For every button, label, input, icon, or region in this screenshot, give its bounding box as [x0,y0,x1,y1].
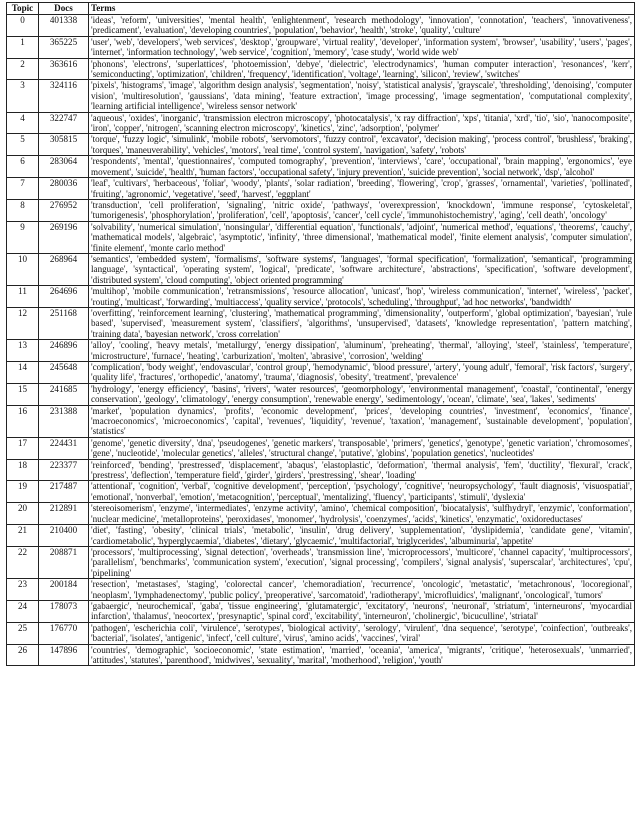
terms-cell: 'alloy', 'cooling', 'heavy metals', 'metallurgy', 'energy dissipation', 'aluminum', 'preheating', 'thermal', 'alloying', 'steel', 'stainless', 'temperature', 'microstructure', 'furnace', 'heating', 'carburization', 'molten', 'abrasive', 'corrosion', 'welding' [89,340,635,362]
docs-cell: 212891 [39,503,89,525]
terms-cell: 'market', 'population dynamics', 'profits', 'economic development', 'prices', 'developing countries', 'investment', 'economics', 'finance', 'macroeconomics', 'microeconomics', 'capital', 'revenues', 'liquidity', 'revenue', 'taxation', 'management', 'sustainable development', 'population', 'statistics' [89,405,635,437]
docs-cell: 200184 [39,579,89,601]
table-row [7,199,635,221]
header-terms: Terms [89,3,635,15]
table-row [7,525,635,547]
table-row [7,600,635,622]
topic-cell: 13 [7,340,39,362]
docs-cell: 324116 [39,80,89,112]
header-topic: Topic [7,3,39,15]
topic-cell: 26 [7,644,39,666]
topic-cell: 11 [7,286,39,308]
docs-cell: 245648 [39,362,89,384]
table-row [7,405,635,437]
docs-cell: 224431 [39,437,89,459]
docs-cell: 217487 [39,481,89,503]
topic-cell: 4 [7,112,39,134]
terms-cell: 'pixels', 'histograms', 'image', 'algorithm design analysis', 'segmentation', 'noisy', 'statistical analysis', 'grayscale', 'thresholding', 'denoising', 'computer vision', 'multiresolution', 'gaussians', 'data mining', 'feature extraction', 'image processing', 'image segmentation', 'computational complexity', 'learning artificial intelligence', 'wireless sensor network' [89,80,635,112]
docs-cell: 223377 [39,459,89,481]
docs-cell: 305815 [39,134,89,156]
table-row [7,340,635,362]
docs-cell: 269196 [39,221,89,253]
table-row [7,36,635,58]
topic-cell: 22 [7,546,39,578]
topic-cell: 15 [7,383,39,405]
table-row [7,546,635,578]
topic-cell: 23 [7,579,39,601]
topic-cell: 0 [7,15,39,37]
terms-cell: 'complication', 'body weight', 'endovascular', 'control group', 'hemodynamic', 'blood pressure', 'artery', 'young adult', 'femoral', 'risk factors', 'surgery', 'quality life', 'fractures', 'orthopedic', 'anatomy', 'trauma', 'diagnosis', 'obesity', 'treatment', 'prevalence' [89,362,635,384]
topic-cell: 19 [7,481,39,503]
topic-cell: 18 [7,459,39,481]
table-header-row [7,3,635,15]
terms-cell: 'transduction', 'cell proliferation', 'signaling', 'nitric oxide', 'pathways', 'overexpression', 'knockdown', 'immune response', 'cytoskeletal', 'tumorigenesis', 'phosphorylation', 'proliferation', 'cell', 'apoptosis', 'cancer', 'cell cycle', 'immunohistochemistry', 'aging', 'cell death', 'oncology' [89,199,635,221]
docs-cell: 276952 [39,199,89,221]
terms-cell: 'ideas', 'reform', 'universities', 'mental health', 'enlightenment', 'research methodology', 'innovation', 'connotation', 'teachers', 'innovativeness', 'predicament', 'evaluation', 'developing countries', 'population', 'behavior', 'health', 'stroke', 'quality', 'culture' [89,15,635,37]
terms-cell: 'processors', 'multiprocessing', 'signal detection', 'overheads', 'transmission line', 'microprocessors', 'multicore', 'channel capacity', 'multiprocessors', 'parallelism', 'benchmarks', 'communication system', 'execution', 'signal processing', 'compilers', 'signal analysis', 'superscalar', 'architectures', 'cpu', 'pipelining' [89,546,635,578]
table-row [7,286,635,308]
topic-cell: 1 [7,36,39,58]
terms-cell: 'reinforced', 'bending', 'prestressed', 'displacement', 'abaqus', 'elastoplastic', 'deformation', 'thermal analysis', 'fem', 'ductility', 'flexural', 'crack', 'prestress', 'deflection', 'temperature field', 'girder', 'girders', 'prestressing', 'shear', 'loading' [89,459,635,481]
table-row [7,134,635,156]
terms-cell: 'resection', 'metastases', 'staging', 'colorectal cancer', 'chemoradiation', 'recurrence', 'oncologic', 'metastatic', 'metachronous', 'locoregional', 'neoplasm', 'lymphadenectomy', 'public policy', 'preoperative', 'sarcomatoid', 'radiotherapy', 'microfluidics', 'malignant', 'oncological', 'tumors' [89,579,635,601]
topic-cell: 9 [7,221,39,253]
table-row [7,481,635,503]
docs-cell: 363616 [39,58,89,80]
table-row [7,15,635,37]
terms-cell: 'user', 'web', 'developers', 'web services', 'desktop', 'groupware', 'virtual reality', 'developer', 'information system', 'browser', 'usability', 'users', 'pages', 'internet', 'information technology', 'web service', 'cognition', 'memory', 'case study', 'world wide web' [89,36,635,58]
header-docs: Docs [39,3,89,15]
terms-cell: 'solvability', 'numerical simulation', 'nonsingular', 'differential equation', 'functionals', 'adjoint', 'numerical method', 'equations', 'theorems', 'cauchy', 'mathematical models', 'algebraic', 'asymptotic', 'infinity', 'three dimensional', 'mathematical model', 'finite element analysis', 'computer simulation', 'finite element', 'monte carlo method' [89,221,635,253]
table-row [7,253,635,285]
terms-cell: 'overfitting', 'reinforcement learning', 'clustering', 'mathematical programming', 'dimensionality', 'outperform', 'global optimization', 'bayesian', 'rule based', 'supervised', 'measurement system', 'classifiers', 'algorithms', 'unsupervised', 'datasets', 'knowledge representation', 'pattern matching', 'training data', 'bayesian network', 'cross correlation' [89,307,635,339]
terms-cell: 'phonons', 'electrons', 'superlattices', 'photoemission', 'debye', 'dielectric', 'electrodynamics', 'human computer interaction', 'resonances', 'kerr', 'semiconducting', 'optimization', 'children', 'frequency', 'identification', 'voltage', 'learning', 'silicon', 'review', 'switches' [89,58,635,80]
terms-cell: 'leaf', 'cultivars', 'herbaceous', 'foliar', 'woody', 'plants', 'solar radiation', 'breeding', 'flowering', 'crop', 'grasses', 'ornamental', 'varieties', 'pollinated', 'fruiting', 'agronomic', 'vegetative', 'seed', 'harvest', 'eggplant' [89,178,635,200]
docs-cell: 280036 [39,178,89,200]
topic-cell: 8 [7,199,39,221]
terms-cell: 'multihop', 'mobile communication', 'retransmissions', 'resource allocation', 'unicast', 'hop', 'wireless communication', 'internet', 'wireless', 'packet', 'routing', 'multicast', 'forwarding', 'multiaccess', 'quality service', 'protocols', 'scheduling', 'throughput', 'ad hoc networks', 'bandwidth' [89,286,635,308]
terms-cell: 'semantics', 'embedded system', 'formalisms', 'software systems', 'languages', 'formal specification', 'formalization', 'semantical', 'programming language', 'syntactical', 'operating system', 'logical', 'predicate', 'software architecture', 'abstractions', 'specification', 'software development', 'distributed system', 'cloud computing', 'object oriented programming' [89,253,635,285]
docs-cell: 365225 [39,36,89,58]
topic-cell: 17 [7,437,39,459]
table-row [7,579,635,601]
table-row [7,437,635,459]
topics-table [6,2,635,666]
topic-cell: 14 [7,362,39,384]
docs-cell: 246896 [39,340,89,362]
docs-cell: 283064 [39,156,89,178]
terms-cell: 'stereoisomerism', 'enzyme', 'intermediates', 'enzyme activity', 'amino', 'chemical composition', 'biocatalysis', 'sulfhydryl', 'enzymic', 'conformation', 'nuclear medicine', 'metalloproteins', 'peroxidases', 'monomer', 'hydrolysis', 'coenzymes', 'acids', 'kinetics', 'enzymatic', 'oxidoreductases' [89,503,635,525]
table-row [7,58,635,80]
docs-cell: 264696 [39,286,89,308]
table-row [7,178,635,200]
docs-cell: 268964 [39,253,89,285]
table-row [7,221,635,253]
docs-cell: 241685 [39,383,89,405]
docs-cell: 208871 [39,546,89,578]
docs-cell: 231388 [39,405,89,437]
topic-cell: 7 [7,178,39,200]
topic-cell: 12 [7,307,39,339]
terms-cell: 'torque', 'fuzzy logic', 'simulink', 'mobile robots', 'servomotors', 'fuzzy control', 'excavator', 'decision making', 'process control', 'brushless', 'braking', 'torques', 'maneuverability', 'vehicles', 'motors', 'real time', 'control system', 'navigation', 'safety', 'robots' [89,134,635,156]
table-row [7,459,635,481]
table-row [7,362,635,384]
topic-cell: 2 [7,58,39,80]
docs-cell: 251168 [39,307,89,339]
terms-cell: 'diet', 'fasting', 'obesity', 'clinical trials', 'metabolic', 'insulin', 'drug delivery', 'supplementation', 'dyslipidemia', 'candidate gene', 'vitamin', 'cardiometabolic', 'hyperglycaemia', 'diabetes', 'dietary', 'glycaemic', 'multifactorial', 'triglycerides', 'albuminuria', 'appetite' [89,525,635,547]
topic-cell: 24 [7,600,39,622]
terms-cell: 'pathogen', 'escherichia coli', 'virulence', 'serotypes', 'biological activity', 'serology', 'virulent', 'dna sequence', 'serotype', 'coinfection', 'outbreaks', 'bacterial', 'isolates', 'antigenic', 'infect', 'cell culture', 'virus', 'amino acids', 'vaccines', 'viral' [89,622,635,644]
docs-cell: 147896 [39,644,89,666]
terms-cell: 'gabaergic', 'neurochemical', 'gaba', 'tissue engineering', 'glutamatergic', 'excitatory', 'neurons', 'neuronal', 'striatum', 'interneurons', 'myocardial infarction', 'thalamus', 'neocortex', 'presynaptic', 'spinal cord', 'excitability', 'interneuron', 'cholinergic', 'bicuculline', 'striatal' [89,600,635,622]
topic-cell: 6 [7,156,39,178]
table-row [7,307,635,339]
table-row [7,622,635,644]
topic-cell: 20 [7,503,39,525]
topic-cell: 25 [7,622,39,644]
table-row [7,156,635,178]
docs-cell: 176770 [39,622,89,644]
docs-cell: 401338 [39,15,89,37]
terms-cell: 'aqueous', 'oxides', 'inorganic', 'transmission electron microscopy', 'photocatalysis', 'x ray diffraction', 'xps', 'titania', 'xrd', 'tio', 'sio', 'nanocomposite', 'iron', 'copper', 'nitrogen', 'scanning electron microscopy', 'kinetics', 'zinc', 'adsorption', 'polymer' [89,112,635,134]
docs-cell: 322747 [39,112,89,134]
table-body [7,15,635,666]
topic-cell: 5 [7,134,39,156]
terms-cell: 'respondents', 'mental', 'questionnaires', 'computed tomography', 'prevention', 'interviews', 'care', 'occupational', 'brain mapping', 'ergonomics', 'eye movement', 'suicide', 'health', 'human factors', 'occupational safety', 'injury prevention', 'suicide prevention', 'social network', 'dsp', 'alcohol' [89,156,635,178]
table-row [7,644,635,666]
terms-cell: 'hydrology', 'energy efficiency', 'basins', 'rivers', 'water resources', 'geomorphology', 'environmental management', 'coastal', 'continental', 'energy conservation', 'geology', 'climatology', 'energy consumption', 'renewable energy', 'sedimentology', 'ocean', 'climate', 'sea', 'lakes', 'sediments' [89,383,635,405]
docs-cell: 210400 [39,525,89,547]
topic-cell: 16 [7,405,39,437]
table-row [7,80,635,112]
topic-cell: 21 [7,525,39,547]
topic-cell: 10 [7,253,39,285]
terms-cell: 'genome', 'genetic diversity', 'dna', 'pseudogenes', 'genetic markers', 'transposable', 'primers', 'genetics', 'genotype', 'genetic variation', 'chromosomes', 'gene', 'nucleotide', 'molecular genetics', 'alleles', 'structural change', 'putative', 'globins', 'population genetics', 'nucleotides' [89,437,635,459]
table-row [7,383,635,405]
table-row [7,112,635,134]
docs-cell: 178073 [39,600,89,622]
terms-cell: 'attentional', 'cognition', 'verbal', 'cognitive development', 'perception', 'psychology', 'cognitive', 'neuropsychology', 'fault diagnosis', 'visuospatial', 'emotional', 'nonverbal', 'emotion', 'metacognition', 'perceptual', 'mentalizing', 'fluency', 'participants', 'stimuli', 'dyslexia' [89,481,635,503]
topic-cell: 3 [7,80,39,112]
table-row [7,503,635,525]
terms-cell: 'countries', 'demographic', 'socioeconomic', 'state estimation', 'married', 'oceania', 'america', 'migrants', 'critique', 'heterosexuals', 'unmarried', 'attitudes', 'statutes', 'parenthood', 'midwives', 'sexuality', 'marital', 'motherhood', 'religion', 'youth' [89,644,635,666]
